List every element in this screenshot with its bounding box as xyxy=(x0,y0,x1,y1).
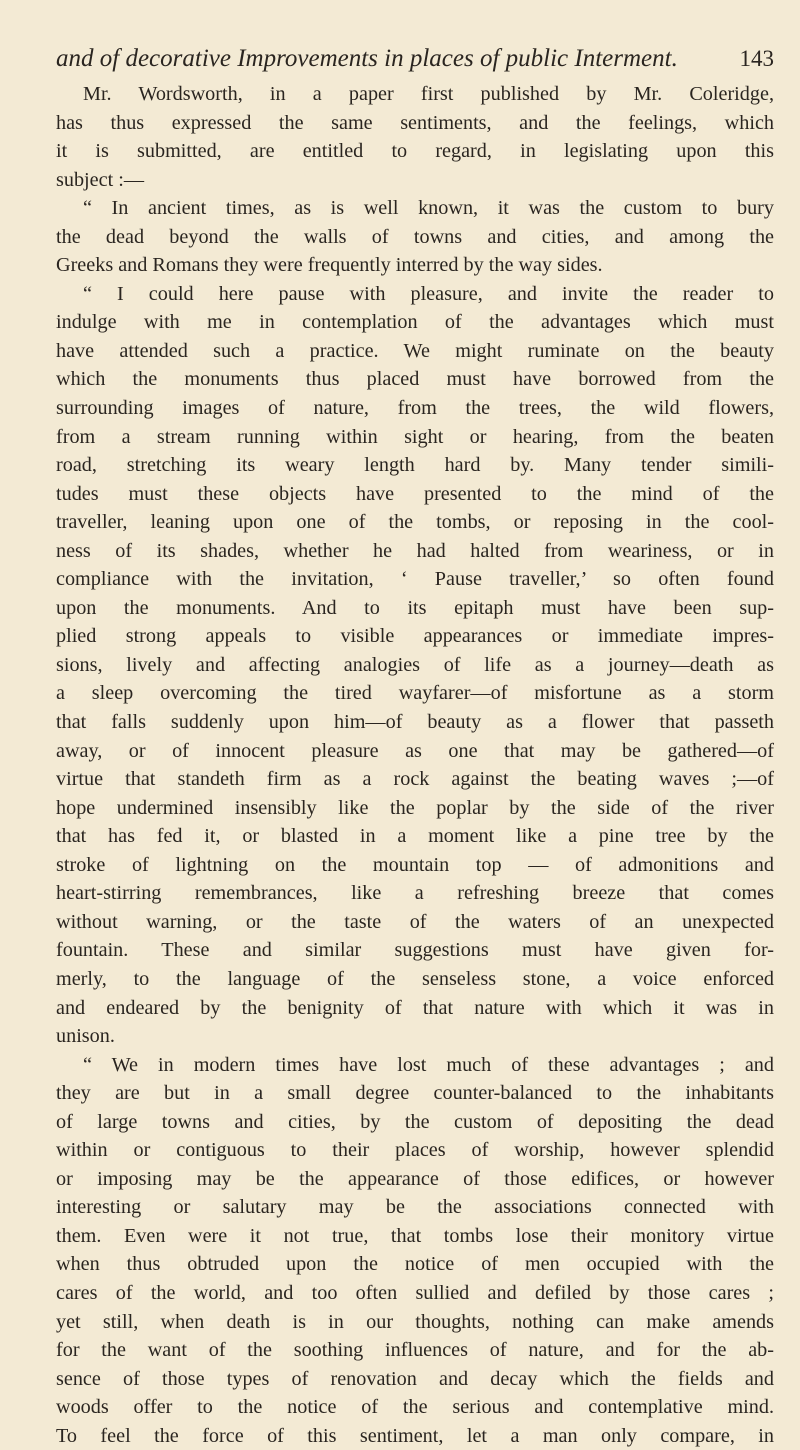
text-line: the dead beyond the walls of towns and cities, and among the xyxy=(56,225,774,248)
text-line: they are but in a small degree counter-balanced to the inhabitants xyxy=(56,1082,774,1105)
text-line: without warning, or the taste of the waters of an unexpected xyxy=(56,910,774,933)
text-line: ness of its shades, whether he had halted from weariness, or in xyxy=(56,539,774,562)
text-line: compliance with the invitation, ‘ Pause traveller,’ so often found xyxy=(56,568,774,591)
text-line: and endeared by the benignity of that nature with which it was in xyxy=(56,996,774,1019)
text-line: “ I could here pause with pleasure, and invite the reader to xyxy=(83,282,774,305)
text-line: sence of those types of renovation and decay which the fields and xyxy=(56,1367,774,1390)
text-line: stroke of lightning on the mountain top — of admonitions and xyxy=(56,853,774,876)
text-line: traveller, leaning upon one of the tombs, or reposing in the cool- xyxy=(56,511,774,534)
text-line: has thus expressed the same sentiments, and the feelings, which xyxy=(56,111,774,134)
text-line: upon the monuments. And to its epitaph must have been sup- xyxy=(56,596,774,619)
text-line: cares of the world, and too often sullied and defiled by those cares ; xyxy=(56,1281,774,1304)
text-line: woods offer to the notice of the serious and contemplative mind. xyxy=(56,1396,774,1419)
text-line: fountain. These and similar suggestions must have given for- xyxy=(56,939,774,962)
text-line: virtue that standeth firm as a rock against the beating waves ;—of xyxy=(56,768,774,791)
running-head-title: and of decorative Improvements in places of public Interment. xyxy=(56,45,678,72)
text-line: when thus obtruded upon the notice of men occupied with the xyxy=(56,1253,774,1276)
text-line: surrounding images of nature, from the trees, the wild flowers, xyxy=(56,397,774,420)
text-line: interesting or salutary may be the associations connected with xyxy=(56,1196,774,1219)
text-line: plied strong appeals to visible appearances or immediate impres- xyxy=(56,625,774,648)
text-line: sions, lively and affecting analogies of life as a journey—death as xyxy=(56,653,774,676)
page-number: 143 xyxy=(739,46,774,71)
text-line: hope undermined insensibly like the poplar by the side of the river xyxy=(56,796,774,819)
text-line: for the want of the soothing influences of nature, and for the ab- xyxy=(56,1339,774,1362)
body-text xyxy=(56,80,774,1450)
text-line: or imposing may be the appearance of those edifices, or however xyxy=(56,1167,774,1190)
text-line: To feel the force of this sentiment, let a man only compare, in xyxy=(56,1424,774,1447)
text-line: away, or of innocent pleasure as one that may be gathered—of xyxy=(56,739,774,762)
text-line: them. Even were it not true, that tombs lose their monitory virtue xyxy=(56,1224,774,1247)
text-line: yet still, when death is in our thoughts, nothing can make amends xyxy=(56,1310,774,1333)
text-line: that has fed it, or blasted in a moment like a pine tree by the xyxy=(56,825,774,848)
text-line: indulge with me in contemplation of the advantages which must xyxy=(56,311,774,334)
running-head xyxy=(56,42,774,76)
text-line: tudes must these objects have presented to the mind of the xyxy=(56,482,774,505)
text-line: have attended such a practice. We might ruminate on the beauty xyxy=(56,339,774,362)
text-line: “ In ancient times, as is well known, it was the custom to bury xyxy=(83,197,774,220)
text-line: merly, to the language of the senseless stone, a voice enforced xyxy=(56,967,774,990)
text-line: within or contiguous to their places of worship, however splendid xyxy=(56,1139,774,1162)
text-line: Mr. Wordsworth, in a paper first published by Mr. Coleridge, xyxy=(83,83,774,105)
text-line: of large towns and cities, by the custom of depositing the dead xyxy=(56,1110,774,1133)
text-line: it is submitted, are entitled to regard, in legislating upon this xyxy=(56,140,774,163)
text-line: “ We in modern times have lost much of these advantages ; and xyxy=(83,1053,774,1076)
text-line: subject :— xyxy=(56,168,145,191)
text-line: that falls suddenly upon him—of beauty as a flower that passeth xyxy=(56,711,774,734)
text-line: which the monuments thus placed must have borrowed from the xyxy=(56,368,774,391)
text-line: unison. xyxy=(56,1025,115,1048)
text-line: road, stretching its weary length hard by. Many tender simili- xyxy=(56,454,774,477)
text-line: heart-stirring remembrances, like a refreshing breeze that comes xyxy=(56,882,774,905)
text-line: a sleep overcoming the tired wayfarer—of misfortune as a storm xyxy=(56,682,774,705)
text-line: from a stream running within sight or hearing, from the beaten xyxy=(56,425,774,448)
text-line: Greeks and Romans they were frequently interred by the way sides. xyxy=(56,254,603,277)
